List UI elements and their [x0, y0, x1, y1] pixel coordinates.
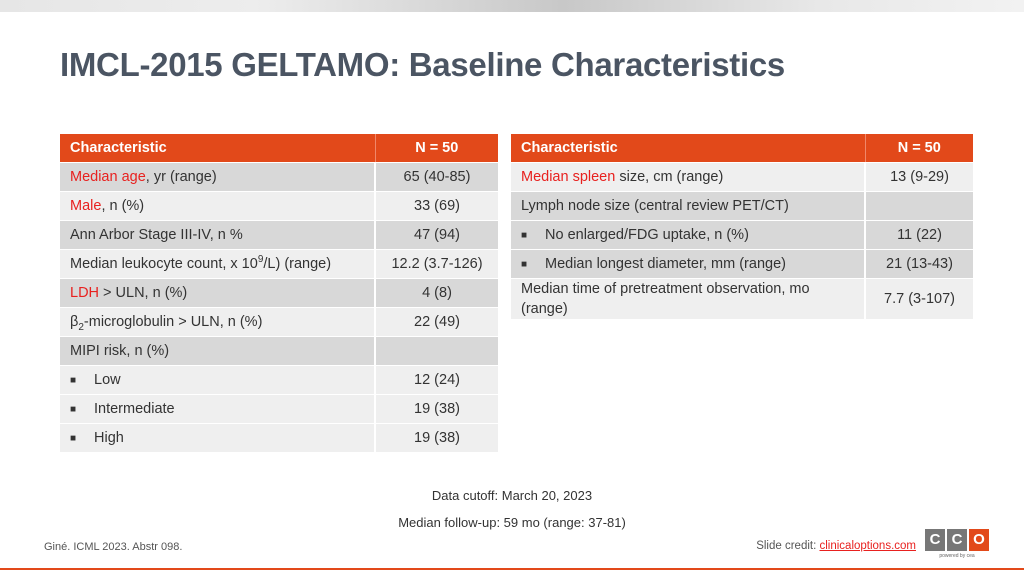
square-bullet-icon: ■	[521, 230, 528, 241]
median-followup-note: Median follow-up: 59 mo (range: 37-81)	[398, 515, 626, 530]
row-value: 12 (24)	[375, 366, 498, 395]
table-row	[511, 192, 973, 221]
row-label-ldh	[60, 279, 375, 308]
logo-letter: O	[969, 529, 989, 551]
row-label-intermediate	[60, 395, 375, 424]
subscript: 2	[78, 321, 84, 333]
label-text: , yr (range)	[145, 169, 217, 185]
label-text: > ULN, n (%)	[99, 285, 188, 301]
row-label-b2-microglobulin	[60, 308, 375, 337]
label-text: β	[70, 314, 79, 330]
square-bullet-icon: ■	[70, 404, 77, 415]
baseline-table-left	[60, 134, 498, 453]
data-cutoff-note: Data cutoff: March 20, 2023	[431, 488, 593, 503]
logo-tagline: powered by cea	[939, 553, 975, 559]
column-header-n: N = 50	[865, 134, 973, 163]
table-row	[60, 250, 498, 279]
label-text: Median leukocyte count, x 10	[70, 256, 258, 272]
row-value: 47 (94)	[375, 221, 498, 250]
label-text: -microglobulin > ULN, n (%)	[83, 314, 263, 330]
column-header-n: N = 50	[375, 134, 498, 163]
bottom-accent-line	[0, 568, 1024, 570]
credit-link[interactable]: clinicaloptions.com	[819, 540, 916, 552]
row-value	[865, 192, 973, 221]
highlight-text: Male	[70, 198, 102, 214]
cco-logo	[925, 529, 989, 559]
label-text: No enlarged/FDG uptake, n (%)	[545, 227, 749, 243]
row-label-male	[60, 192, 375, 221]
table-row	[511, 163, 973, 192]
row-value: 7.7 (3-107)	[865, 279, 973, 320]
table-row	[60, 163, 498, 192]
row-label-leukocyte	[60, 250, 375, 279]
square-bullet-icon: ■	[521, 259, 528, 270]
table-row	[60, 279, 498, 308]
square-bullet-icon: ■	[70, 375, 77, 386]
row-label-no-enlarged	[511, 221, 865, 250]
table-header-row	[511, 134, 973, 163]
row-label-median-age	[60, 163, 375, 192]
row-value: 19 (38)	[375, 424, 498, 453]
citation: Giné. ICML 2023. Abstr 098.	[44, 541, 183, 553]
label-text: High	[94, 430, 124, 446]
row-value: 21 (13-43)	[865, 250, 973, 279]
logo-letter: C	[925, 529, 945, 551]
label-text: Low	[94, 372, 121, 388]
row-value: 65 (40-85)	[375, 163, 498, 192]
label-text: Intermediate	[94, 401, 175, 417]
label-text: /L) (range)	[263, 256, 332, 272]
row-value: 19 (38)	[375, 395, 498, 424]
row-value: 4 (8)	[375, 279, 498, 308]
column-header-characteristic: Characteristic	[511, 134, 865, 163]
row-value: 22 (49)	[375, 308, 498, 337]
superscript: 9	[257, 254, 264, 266]
table-header-row	[60, 134, 498, 163]
row-label-lymph-node: Lymph node size (central review PET/CT)	[511, 192, 865, 221]
table-row	[511, 279, 973, 320]
top-decorative-bar	[0, 0, 1024, 12]
column-header-characteristic: Characteristic	[60, 134, 375, 163]
baseline-table-right	[511, 134, 973, 320]
highlight-text: Median spleen	[521, 169, 616, 185]
table-row	[60, 395, 498, 424]
highlight-text: LDH	[70, 285, 100, 301]
credit-label: Slide credit:	[756, 540, 820, 552]
row-value	[375, 337, 498, 366]
row-value: 12.2 (3.7-126)	[375, 250, 498, 279]
slide-title: IMCL-2015 GELTAMO: Baseline Characteristics	[60, 46, 785, 83]
row-label-mipi-risk: MIPI risk, n (%)	[60, 337, 375, 366]
slide-credit	[756, 540, 916, 552]
logo-letter: C	[947, 529, 967, 551]
row-label-ann-arbor: Ann Arbor Stage III-IV, n %	[60, 221, 375, 250]
table-row	[511, 250, 973, 279]
square-bullet-icon: ■	[70, 433, 77, 444]
highlight-text: Median age	[70, 169, 146, 185]
label-text: size, cm (range)	[615, 169, 724, 185]
label-text: , n (%)	[101, 198, 145, 214]
row-label-longest-diameter	[511, 250, 865, 279]
table-row	[60, 337, 498, 366]
table-row	[60, 366, 498, 395]
label-text: Median longest diameter, mm (range)	[545, 256, 786, 272]
table-row	[60, 221, 498, 250]
logo-letters	[925, 529, 989, 551]
table-row	[511, 221, 973, 250]
row-value: 13 (9-29)	[865, 163, 973, 192]
row-label-low	[60, 366, 375, 395]
row-value: 33 (69)	[375, 192, 498, 221]
row-label-median-spleen	[511, 163, 865, 192]
table-row	[60, 192, 498, 221]
row-label-pretreatment-observation: Median time of pretreatment observation, mo (range)	[511, 279, 865, 320]
row-label-high	[60, 424, 375, 453]
table-row	[60, 308, 498, 337]
row-value: 11 (22)	[865, 221, 973, 250]
table-row	[60, 424, 498, 453]
